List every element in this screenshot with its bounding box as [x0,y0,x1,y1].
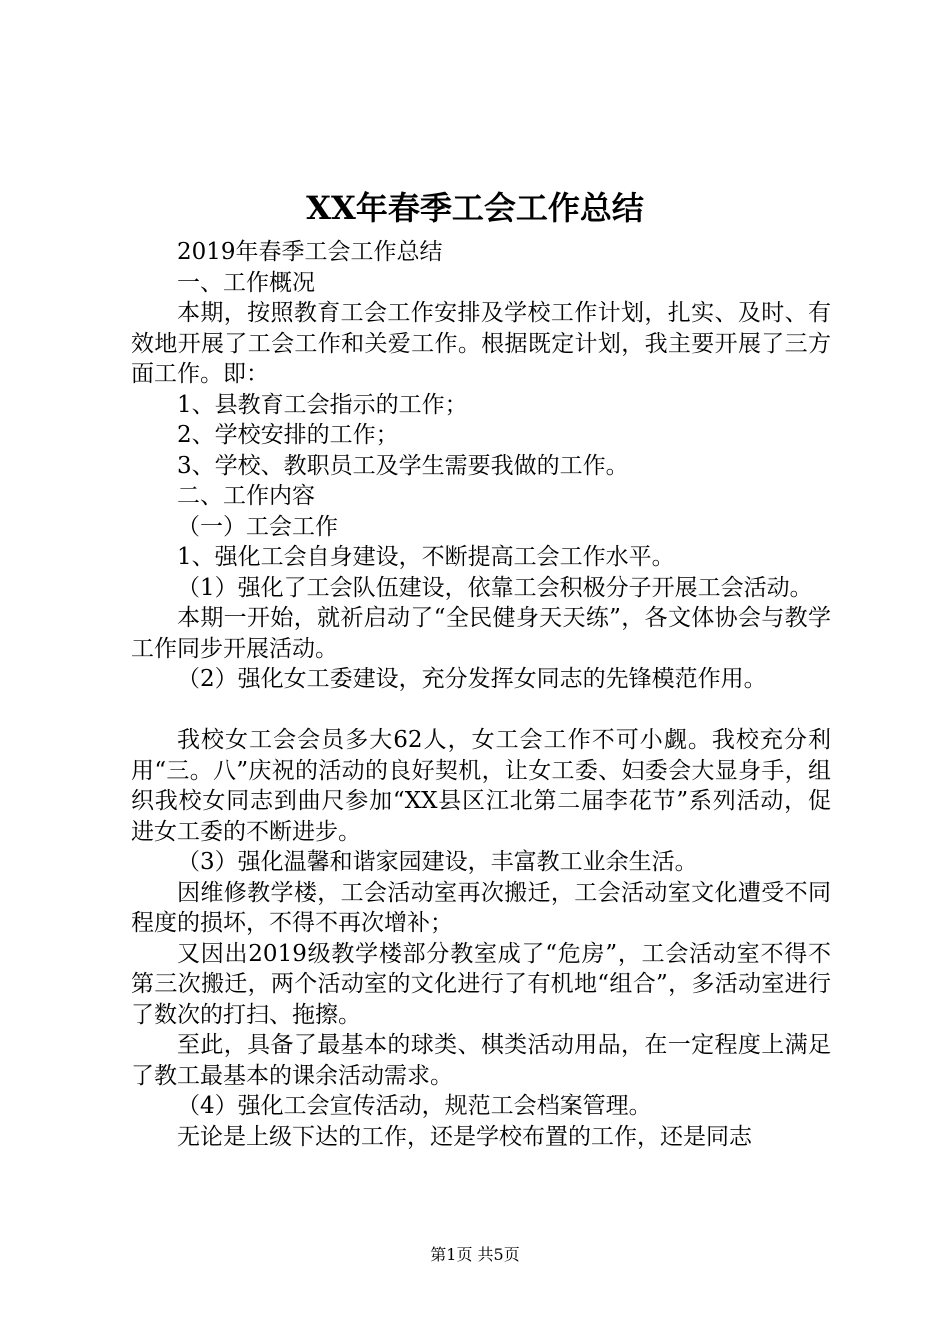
paragraph: （4）强化工会宣传活动，规范工会档案管理。 [177,1093,652,1119]
paragraph-subheading: （一）工会工作 [177,513,338,540]
paragraph: （3）强化温馨和谐家园建设，丰富教工业余生活。 [177,849,698,875]
paragraph: 我校女工会会员多大62人，女工会工作不可小觑。我校充分利用“三。八”庆祝的活动的良好契机，让女工委、妇委会大显身手，组织我校女同志到曲尺参加“XX县区江北第二届李花节”系列活动，促进女工委的不断进步。 [131,727,831,845]
paragraph-heading-content: 二、工作内容 [177,483,315,509]
paragraph: 无论是上级下达的工作，还是学校布置的工作，还是同志 [177,1123,752,1150]
list-item: 3、学校、教职员工及学生需要我做的工作。 [177,452,629,479]
document-title: XX年春季工会工作总结 [306,189,644,227]
paragraph: 本期，按照教育工会工作安排及学校工作计划，扎实、及时、有效地开展了工会工作和关爱工作。根据既定计划，我主要开展了三方面工作。即： [131,300,831,387]
paragraph: 又因出2019级教学楼部分教室成了“危房”，工会活动室不得不第三次搬迁，两个活动室的文化进行了有机地“组合”，多活动室进行了数次的打扫、拖擦。 [131,940,831,1028]
paragraph-heading-overview: 一、工作概况 [177,269,315,296]
paragraph: 1、强化工会自身建设，不断提高工会工作水平。 [177,544,675,570]
paragraph: 至此，具备了最基本的球类、棋类活动用品，在一定程度上满足了教工最基本的课余活动需求。 [131,1032,831,1089]
list-item: 2、学校安排的工作； [177,422,399,448]
paragraph: 本期一开始，就祈启动了“全民健身天天练”，各文体协会与教学工作同步开展活动。 [131,605,831,662]
page-number-footer: 第1页 共5页 [430,1245,520,1264]
paragraph-subtitle: 2019年春季工会工作总结 [177,239,443,265]
paragraph: 因维修教学楼，工会活动室再次搬迁，工会活动室文化遭受不同程度的损坏，不得不再次增补； [131,879,831,936]
list-item: 1、县教育工会指示的工作； [177,391,468,418]
document-body [131,237,831,1152]
paragraph: （2）强化女工委建设，充分发挥女同志的先锋模范作用。 [177,666,767,692]
paragraph: （1）强化了工会队伍建设，依靠工会积极分子开展工会活动。 [177,574,813,601]
